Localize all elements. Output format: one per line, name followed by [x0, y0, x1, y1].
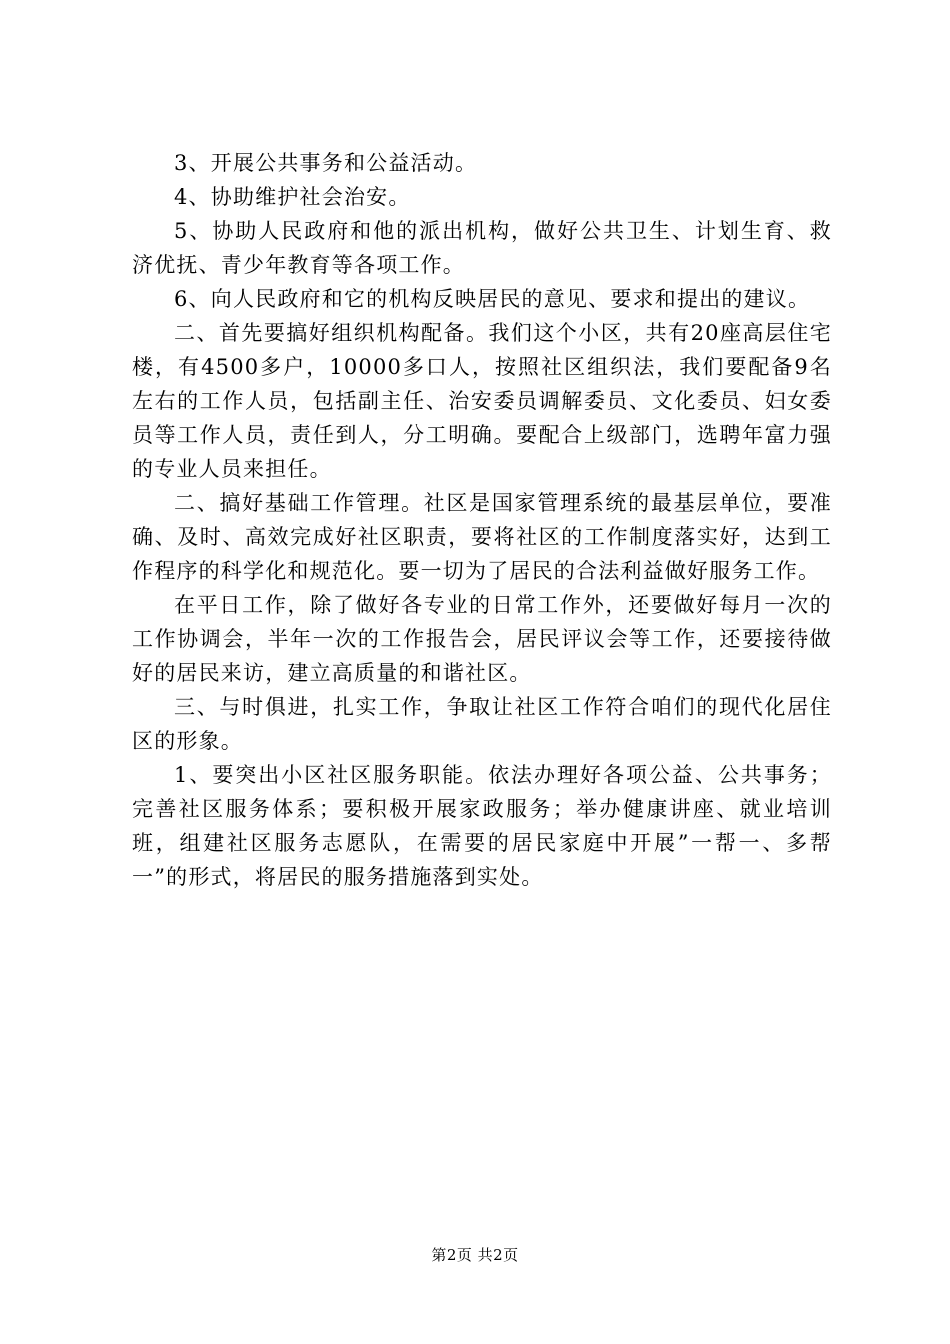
paragraph-basic-management: 二、搞好基础工作管理。社区是国家管理系统的最基层单位，要准确、及时、高效完成好社区职责，要将社区的工作制度落实好，达到工作程序的科学化和规范化。要一切为了居民的合法利益做好服务工作。	[132, 491, 832, 583]
paragraph-keep-pace: 三、与时俱进，扎实工作，争取让社区工作符合咱们的现代化居住区的形象。	[132, 695, 832, 753]
paragraph-item-6: 6、向人民政府和它的机构反映居民的意见、要求和提出的建议。	[174, 287, 811, 311]
page-number-footer: 第2页 共2页	[431, 1246, 519, 1264]
paragraph-service-function: 1、要突出小区社区服务职能。依法办理好各项公益、公共事务；完善社区服务体系；要积极开展家政服务；举办健康讲座、就业培训班，组建社区服务志愿队，在需要的居民家庭中开展”一帮一、多帮一”的形式，将居民的服务措施落到实处。	[132, 763, 832, 889]
document-body	[132, 146, 832, 894]
paragraph-item-5: 5、协助人民政府和他的派出机构，做好公共卫生、计划生育、救济优抚、青少年教育等各项工作。	[132, 219, 832, 277]
paragraph-item-4: 4、协助维护社会治安。	[174, 185, 411, 209]
paragraph-daily-work: 在平日工作，除了做好各专业的日常工作外，还要做好每月一次的工作协调会，半年一次的工作报告会，居民评议会等工作，还要接待做好的居民来访，建立高质量的和谐社区。	[132, 593, 832, 685]
paragraph-organization: 二、首先要搞好组织机构配备。我们这个小区，共有20座高层住宅楼，有4500多户，10000多口人，按照社区组织法，我们要配备9名左右的工作人员，包括副主任、治安委员调解委员、文化委员、妇女委员等工作人员，责任到人，分工明确。要配合上级部门，选聘年富力强的专业人员来担任。	[132, 321, 832, 481]
paragraph-item-3: 3、开展公共事务和公益活动。	[174, 151, 478, 175]
